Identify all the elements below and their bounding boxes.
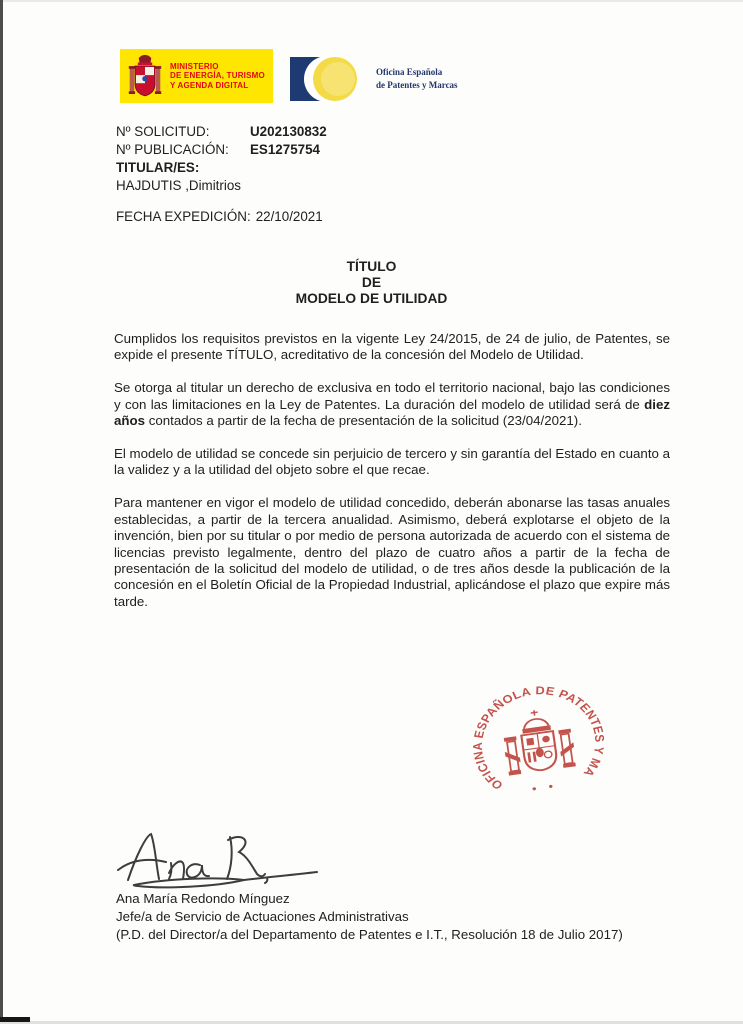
ministry-name-line3: Y AGENDA DIGITAL <box>170 80 249 90</box>
application-number-row <box>116 123 327 141</box>
stamp-ring-text: OFICINA ESPAÑOLA DE PATENTES Y MARCAS <box>459 681 608 793</box>
scan-edge-top <box>3 0 743 2</box>
oepm-name-line1: Oficina Española <box>376 67 443 77</box>
issue-date-value: 22/10/2021 <box>255 209 323 224</box>
oepm-name-line2: de Patentes y Marcas <box>376 80 458 90</box>
svg-text:OFICINA ESPAÑOLA DE PATENTES Y <box>460 673 613 797</box>
document-title-line3: MODELO DE UTILIDAD <box>295 290 448 306</box>
reference-data <box>116 123 327 226</box>
publication-number-value: ES1275754 <box>250 142 320 157</box>
scan-corner-mark <box>0 1017 30 1022</box>
oepm-stamp <box>460 673 619 821</box>
scan-edge-left <box>0 0 3 1021</box>
oepm-moon-icon <box>289 54 369 104</box>
document-title-line2: DE <box>361 274 382 290</box>
paragraph-rights <box>114 380 670 429</box>
document-title <box>0 259 743 306</box>
signatory-block <box>116 890 623 944</box>
signatory-name: Ana María Redondo Mínguez <box>116 891 290 906</box>
stamp-dots: • • <box>531 779 559 796</box>
spain-coat-of-arms-icon <box>127 53 163 99</box>
oepm-logo <box>289 54 458 104</box>
issue-date-row <box>116 208 327 226</box>
signatory-note: (P.D. del Director/a del Departamento de Patentes e I.T., Resolución 18 de Julio 2017) <box>116 927 623 942</box>
ministry-name-line1: MINISTERIO <box>170 61 219 71</box>
paragraph-rights-pre: Se otorga al titular un derecho de exclusiva en todo el territorio nacional, bajo las condiciones y con las limitaciones en la Ley de Patentes. La duración del modelo de utilidad será de <box>114 380 670 412</box>
application-number-value: U202130832 <box>250 124 327 139</box>
publication-number-row <box>116 141 327 159</box>
certificate-body <box>114 331 670 627</box>
ministry-name-line2: DE ENERGÍA, TURISMO <box>170 71 265 81</box>
oepm-stamp-icon <box>460 673 618 816</box>
application-number-label: Nº SOLICITUD: <box>116 124 210 139</box>
document-title-line1: TÍTULO <box>346 259 397 274</box>
paragraph-rights-post: contados a partir de la fecha de presentación de la solicitud (23/04/2021). <box>145 413 582 429</box>
paragraph-disclaimer: El modelo de utilidad se concede sin perjuicio de tercero y sin garantía del Estado en cuanto a la validez y a la utilidad del objeto sobre el que recae. <box>114 446 670 478</box>
holder-row <box>116 159 327 177</box>
holder-name: HAJDUTIS ,Dimitrios <box>116 178 241 193</box>
oepm-name <box>376 66 458 92</box>
paragraph-maintenance: Para mantener en vigor el modelo de utilidad concedido, deberán abonarse las tasas anuales establecidas, a partir de la tercera anualidad. Asimismo, deberá explotarse el objeto de la invención, bien por su titular o por medio de persona autorizada de acuerdo con el sistema de licencias previsto legalmente, dentro del plazo de cuatro años a partir de la fecha de presentación de la solicitud del modelo de utilidad, o de tres años desde la publicación de la concesión en el Boletín Oficial de la Propiedad Industrial, aplicándose el plazo que expire más tarde. <box>114 495 670 609</box>
stamp-coat-of-arms <box>500 705 577 775</box>
handwritten-signature <box>114 828 329 892</box>
paragraph-rights-duration: diez años <box>114 396 670 429</box>
publication-number-label: Nº PUBLICACIÓN: <box>116 142 229 157</box>
signatory-role: Jefe/a de Servicio de Actuaciones Administrativas <box>116 909 409 924</box>
ministry-name <box>170 62 265 91</box>
ministry-logo <box>120 49 273 103</box>
holder-name-row <box>116 177 327 195</box>
paragraph-grant: Cumplidos los requisitos previstos en la vigente Ley 24/2015, de 24 de julio, de Patentes, se expide el presente TÍTULO, acreditativo de la concesión del Modelo de Utilidad. <box>114 331 670 363</box>
holder-label: TITULAR/ES: <box>116 160 200 175</box>
issue-date-label: FECHA EXPEDICIÓN: <box>116 209 251 224</box>
